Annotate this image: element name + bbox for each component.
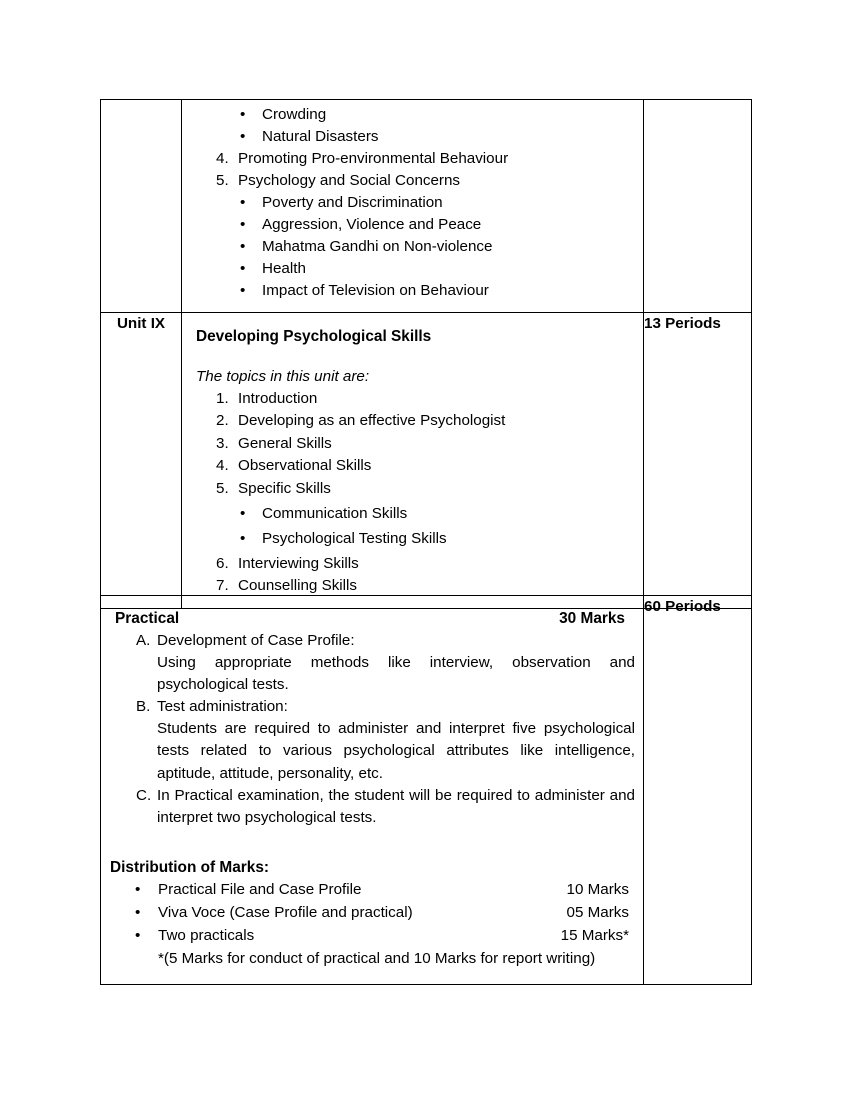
list-item	[190, 258, 635, 280]
letter-marker: C.	[136, 786, 152, 804]
bullet-marker: •	[240, 216, 246, 234]
number-marker: 3.	[216, 434, 229, 452]
periods-cell-empty	[644, 100, 752, 313]
practical-title: Practical	[115, 610, 180, 627]
list-item-label: Aggression, Violence and Peace	[262, 216, 482, 234]
bullet-marker: •	[135, 927, 141, 944]
practical-heading-row	[115, 608, 635, 630]
list-item	[109, 879, 635, 901]
bullet-marker: •	[240, 504, 246, 522]
list-item	[190, 236, 635, 258]
list-item	[190, 148, 635, 170]
list-item	[190, 192, 635, 214]
bullet-marker: •	[240, 194, 246, 212]
table-row-continuation	[101, 100, 752, 313]
list-item-label: Communication Skills	[262, 504, 408, 522]
list-item-label: Psychology and Social Concerns	[238, 172, 461, 190]
number-marker: 7.	[216, 577, 229, 595]
list-item	[190, 126, 635, 148]
practical-items-list	[109, 630, 635, 828]
list-item-label: Developing as an effective Psychologist	[238, 412, 506, 430]
bullet-marker: •	[135, 880, 141, 898]
bullet-marker: •	[240, 128, 246, 146]
list-item	[190, 433, 635, 455]
list-item-label: Counselling Skills	[238, 577, 358, 595]
letter-marker: A.	[136, 632, 151, 650]
letter-marker: B.	[136, 698, 151, 716]
list-item	[190, 280, 635, 302]
list-item	[109, 630, 635, 696]
distribution-value: 05 Marks	[566, 903, 629, 921]
list-item	[190, 410, 635, 432]
bullet-marker: •	[240, 282, 246, 300]
distribution-list	[109, 879, 635, 947]
table-row-practical	[101, 596, 752, 985]
list-item	[190, 170, 635, 192]
distribution-value: 15 Marks*	[560, 927, 629, 944]
list-item-title: Test administration:	[157, 698, 288, 716]
number-marker: 5.	[216, 172, 229, 190]
distribution-heading: Distribution of Marks:	[110, 858, 270, 876]
bullet-marker: •	[240, 238, 246, 256]
list-item-label: Poverty and Discrimination	[262, 194, 443, 212]
list-item	[109, 785, 635, 829]
list-item-body: In Practical examination, the student will be required to administer and interpret two psychological tests.	[157, 786, 635, 826]
list-item	[109, 925, 635, 947]
list-item-label: Crowding	[262, 106, 327, 123]
list-item-label: Psychological Testing Skills	[262, 529, 447, 547]
practical-table	[100, 595, 752, 985]
periods-cell-unit-ix: 13 Periods	[644, 313, 752, 609]
list-item-label: General Skills	[238, 434, 332, 452]
distribution-label: Viva Voce (Case Profile and practical)	[158, 903, 413, 921]
bullet-marker: •	[135, 903, 141, 921]
practical-marks: 30 Marks	[559, 610, 625, 627]
content-cell-unit-ix	[182, 313, 644, 609]
list-item	[190, 553, 635, 575]
list-item-label: Impact of Television on Behaviour	[262, 282, 489, 300]
list-item	[109, 696, 635, 784]
content-cell-continuation	[182, 100, 644, 313]
periods-cell-practical: 60 Periods	[644, 596, 752, 985]
unit-cell-ix: Unit IX	[101, 313, 182, 609]
list-item-title: Development of Case Profile:	[157, 632, 355, 650]
list-item-body: Students are required to administer and interpret five psychological tests related to various psychological attributes like intelligence, aptitude, attitude, personality, etc.	[157, 720, 635, 782]
content-cell-practical	[101, 596, 644, 985]
number-marker: 5.	[216, 479, 229, 497]
list-item-label: Health	[262, 260, 306, 278]
number-marker: 6.	[216, 554, 229, 572]
distribution-label: Practical File and Case Profile	[158, 880, 362, 898]
list-item	[190, 478, 635, 500]
distribution-label: Two practicals	[158, 927, 255, 944]
distribution-value: 10 Marks	[566, 880, 629, 898]
bullet-marker: •	[240, 106, 246, 123]
number-marker: 4.	[216, 457, 229, 475]
list-item-label: Introduction	[238, 389, 318, 407]
list-item	[190, 214, 635, 236]
list-item-label: Natural Disasters	[262, 128, 379, 146]
bullet-marker: •	[240, 529, 246, 547]
number-marker: 4.	[216, 150, 229, 168]
bullet-marker: •	[240, 260, 246, 278]
list-item-label: Observational Skills	[238, 457, 372, 475]
number-marker: 1.	[216, 389, 229, 407]
list-item-body: Using appropriate methods like interview, observation and psychological tests.	[157, 654, 635, 694]
list-item-label: Interviewing Skills	[238, 554, 359, 572]
unit-heading: Developing Psychological Skills	[196, 328, 432, 346]
list-item	[190, 455, 635, 477]
list-item-label: Promoting Pro-environmental Behaviour	[238, 150, 509, 168]
list-item	[190, 104, 635, 126]
continuation-list	[190, 104, 635, 302]
unit-ix-topic-list	[190, 388, 635, 598]
list-item	[109, 902, 635, 924]
table-row-unit-ix	[101, 313, 752, 609]
list-item-label: Specific Skills	[238, 479, 331, 497]
distribution-note: *(5 Marks for conduct of practical and 10 Marks for report writing)	[158, 950, 596, 968]
syllabus-table-upper	[100, 99, 752, 609]
number-marker: 2.	[216, 412, 229, 430]
unit-cell-empty	[101, 100, 182, 313]
unit-subheading: The topics in this unit are:	[196, 367, 370, 385]
list-item	[190, 388, 635, 410]
list-item-label: Mahatma Gandhi on Non-violence	[262, 238, 493, 256]
list-item	[190, 528, 635, 550]
list-item	[190, 503, 635, 525]
